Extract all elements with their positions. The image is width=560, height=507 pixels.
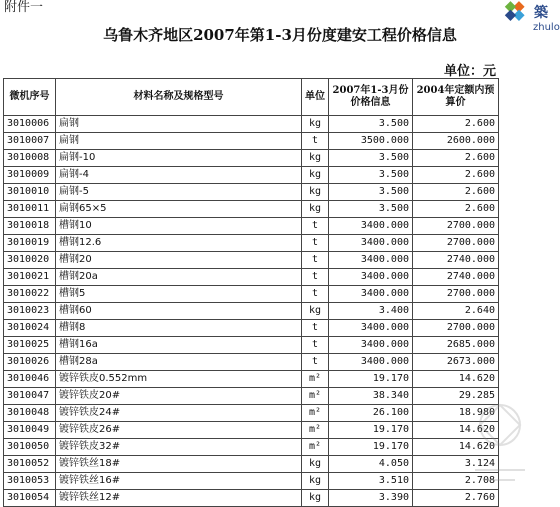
- cell-unit: m²: [302, 439, 329, 456]
- cell-price-2004: 2673.000: [413, 354, 499, 371]
- table-row: [4, 201, 499, 218]
- cell-code: 3010046: [4, 371, 56, 388]
- cell-price-2004: 2700.000: [413, 218, 499, 235]
- cell-unit: t: [302, 133, 329, 150]
- table-row: [4, 133, 499, 150]
- column-header-name: 材料名称及规格型号: [56, 79, 302, 116]
- cell-code: 3010025: [4, 337, 56, 354]
- cell-unit: t: [302, 252, 329, 269]
- cell-price-2007: 3500.000: [329, 133, 413, 150]
- cell-price-2007: 3.500: [329, 116, 413, 133]
- cell-price-2007: 3400.000: [329, 269, 413, 286]
- cell-unit: t: [302, 218, 329, 235]
- cell-unit: kg: [302, 116, 329, 133]
- cell-price-2007: 3400.000: [329, 337, 413, 354]
- cell-price-2007: 3400.000: [329, 286, 413, 303]
- cell-unit: m²: [302, 405, 329, 422]
- cell-name: 槽钢20a: [56, 269, 302, 286]
- cell-price-2007: 19.170: [329, 371, 413, 388]
- cell-unit: kg: [302, 184, 329, 201]
- table-row: [4, 473, 499, 490]
- cell-unit: kg: [302, 303, 329, 320]
- cell-price-2007: 38.340: [329, 388, 413, 405]
- cell-code: 3010018: [4, 218, 56, 235]
- column-header-code: 微机序号: [4, 79, 56, 116]
- cell-unit: t: [302, 269, 329, 286]
- cell-code: 3010019: [4, 235, 56, 252]
- cell-price-2004: 2700.000: [413, 320, 499, 337]
- cell-name: 扁钢: [56, 133, 302, 150]
- table-row: [4, 371, 499, 388]
- cell-price-2004: 2.708: [413, 473, 499, 490]
- cell-code: 3010026: [4, 354, 56, 371]
- cell-code: 3010020: [4, 252, 56, 269]
- cell-code: 3010010: [4, 184, 56, 201]
- cell-price-2007: 3.500: [329, 201, 413, 218]
- cell-price-2007: 3400.000: [329, 354, 413, 371]
- annex-label: 附件一: [4, 0, 44, 15]
- cell-unit: m²: [302, 422, 329, 439]
- cell-code: 3010022: [4, 286, 56, 303]
- cell-price-2007: 3400.000: [329, 218, 413, 235]
- cell-price-2007: 26.100: [329, 405, 413, 422]
- cell-name: 槽钢28a: [56, 354, 302, 371]
- cell-price-2004: 14.620: [413, 422, 499, 439]
- cell-name: 扁钢: [56, 116, 302, 133]
- table-row: [4, 405, 499, 422]
- cell-code: 3010011: [4, 201, 56, 218]
- cell-price-2004: 2685.000: [413, 337, 499, 354]
- table-header-row: [4, 79, 499, 116]
- table-row: [4, 167, 499, 184]
- cell-unit: kg: [302, 167, 329, 184]
- cell-code: 3010007: [4, 133, 56, 150]
- cell-price-2004: 2.760: [413, 490, 499, 507]
- table-row: [4, 388, 499, 405]
- column-header-price-2004: 2004年定额内预算价: [413, 79, 499, 116]
- cell-name: 镀锌铁丝16#: [56, 473, 302, 490]
- cell-name: 槽钢12.6: [56, 235, 302, 252]
- cell-price-2004: 3.124: [413, 456, 499, 473]
- cell-price-2007: 3400.000: [329, 235, 413, 252]
- cell-price-2004: 2700.000: [413, 235, 499, 252]
- cell-price-2004: 2700.000: [413, 286, 499, 303]
- cell-name: 扁钢65×5: [56, 201, 302, 218]
- cell-name: 镀锌铁皮32#: [56, 439, 302, 456]
- column-header-price-2007: 2007年1-3月份价格信息: [329, 79, 413, 116]
- cell-price-2007: 3.390: [329, 490, 413, 507]
- cell-price-2004: 2.600: [413, 201, 499, 218]
- cell-unit: t: [302, 337, 329, 354]
- cell-code: 3010050: [4, 439, 56, 456]
- cell-price-2007: 3.500: [329, 167, 413, 184]
- table-row: [4, 303, 499, 320]
- cell-name: 槽钢10: [56, 218, 302, 235]
- cell-price-2004: 14.620: [413, 371, 499, 388]
- cell-code: 3010024: [4, 320, 56, 337]
- cell-price-2007: 3.510: [329, 473, 413, 490]
- cell-price-2004: 2600.000: [413, 133, 499, 150]
- cell-code: 3010052: [4, 456, 56, 473]
- cell-price-2007: 4.050: [329, 456, 413, 473]
- table-row: [4, 116, 499, 133]
- cell-name: 槽钢5: [56, 286, 302, 303]
- cell-name: 镀锌铁皮24#: [56, 405, 302, 422]
- table-row: [4, 252, 499, 269]
- table-row: [4, 337, 499, 354]
- cell-unit: kg: [302, 490, 329, 507]
- cell-price-2007: 3400.000: [329, 252, 413, 269]
- cell-code: 3010009: [4, 167, 56, 184]
- logo-text: 築: [534, 5, 548, 21]
- cell-name: 扁钢-5: [56, 184, 302, 201]
- cell-code: 3010047: [4, 388, 56, 405]
- table-row: [4, 269, 499, 286]
- cell-price-2004: 2740.000: [413, 269, 499, 286]
- cell-name: 槽钢60: [56, 303, 302, 320]
- cell-unit: kg: [302, 473, 329, 490]
- cell-code: 3010054: [4, 490, 56, 507]
- cell-name: 镀锌铁丝12#: [56, 490, 302, 507]
- cell-code: 3010048: [4, 405, 56, 422]
- cell-unit: t: [302, 320, 329, 337]
- cell-price-2004: 2.600: [413, 116, 499, 133]
- table-row: [4, 150, 499, 167]
- cell-name: 槽钢8: [56, 320, 302, 337]
- page-title: 乌鲁木齐地区2007年第1-3月份度建安工程价格信息: [103, 26, 457, 44]
- cell-price-2004: 2.600: [413, 184, 499, 201]
- cell-code: 3010023: [4, 303, 56, 320]
- cell-unit: m²: [302, 371, 329, 388]
- cell-name: 镀锌铁皮20#: [56, 388, 302, 405]
- column-header-unit: 单位: [302, 79, 329, 116]
- cell-price-2004: 29.285: [413, 388, 499, 405]
- cell-price-2004: 14.620: [413, 439, 499, 456]
- table-row: [4, 184, 499, 201]
- table-row: [4, 320, 499, 337]
- cell-unit: t: [302, 286, 329, 303]
- cell-name: 镀锌铁丝18#: [56, 456, 302, 473]
- cell-unit: kg: [302, 201, 329, 218]
- cell-unit: t: [302, 235, 329, 252]
- price-table: [3, 78, 499, 507]
- cell-price-2004: 2.600: [413, 150, 499, 167]
- cell-price-2007: 3.400: [329, 303, 413, 320]
- cell-price-2007: 3.500: [329, 184, 413, 201]
- unit-label: 单位：元: [443, 64, 496, 79]
- logo-subtext: zhulo: [533, 22, 560, 33]
- cell-code: 3010008: [4, 150, 56, 167]
- cell-code: 3010053: [4, 473, 56, 490]
- cell-name: 槽钢16a: [56, 337, 302, 354]
- cell-name: 槽钢20: [56, 252, 302, 269]
- cell-unit: kg: [302, 456, 329, 473]
- cell-unit: kg: [302, 150, 329, 167]
- cell-unit: m²: [302, 388, 329, 405]
- table-row: [4, 439, 499, 456]
- cell-name: 扁钢-10: [56, 150, 302, 167]
- table-row: [4, 286, 499, 303]
- table-row: [4, 456, 499, 473]
- cell-price-2007: 3.500: [329, 150, 413, 167]
- cell-price-2004: 18.980: [413, 405, 499, 422]
- cell-price-2004: 2740.000: [413, 252, 499, 269]
- cell-price-2004: 2.640: [413, 303, 499, 320]
- table-row: [4, 235, 499, 252]
- cell-code: 3010049: [4, 422, 56, 439]
- table-row: [4, 354, 499, 371]
- cell-price-2007: 19.170: [329, 439, 413, 456]
- cell-price-2004: 2.600: [413, 167, 499, 184]
- cell-name: 镀锌铁皮0.552mm: [56, 371, 302, 388]
- cell-name: 镀锌铁皮26#: [56, 422, 302, 439]
- cell-unit: t: [302, 354, 329, 371]
- cell-code: 3010021: [4, 269, 56, 286]
- cell-code: 3010006: [4, 116, 56, 133]
- cell-price-2007: 19.170: [329, 422, 413, 439]
- cell-name: 扁钢-4: [56, 167, 302, 184]
- table-row: [4, 218, 499, 235]
- cell-price-2007: 3400.000: [329, 320, 413, 337]
- table-row: [4, 422, 499, 439]
